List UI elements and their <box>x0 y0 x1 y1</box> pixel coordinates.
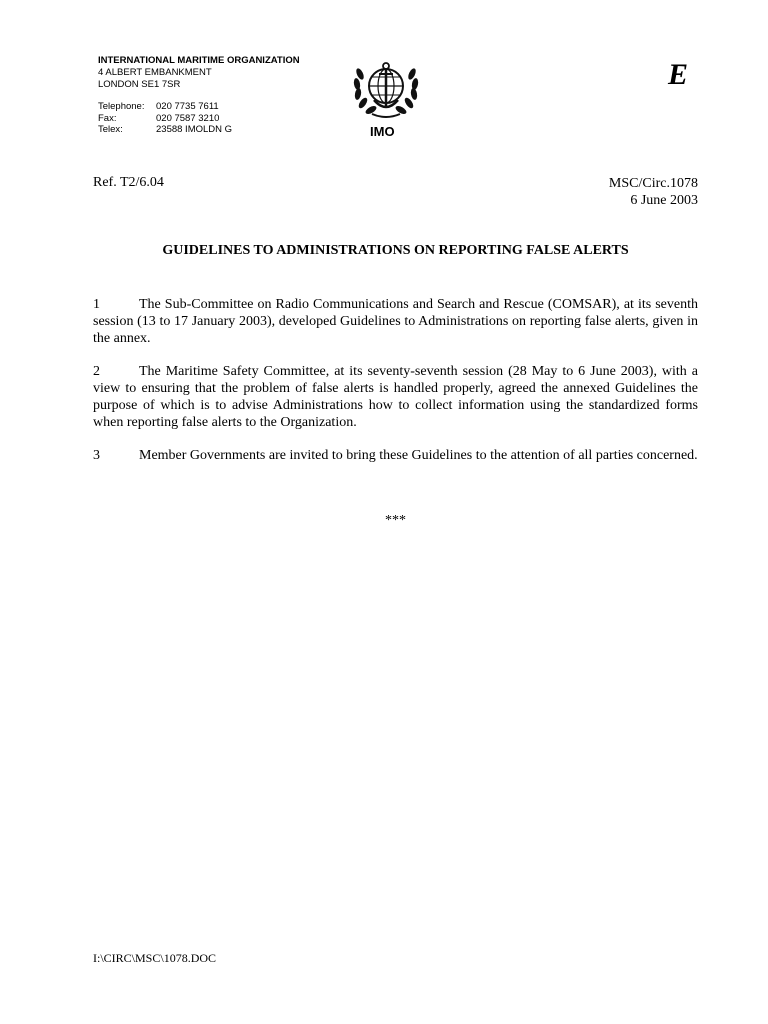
contact-label: Fax: <box>98 112 117 124</box>
paragraph-3 <box>93 447 698 464</box>
address-line-1: 4 ALBERT EMBANKMENT <box>98 67 212 78</box>
contact-value: 020 7587 3210 <box>156 112 220 124</box>
organization-name: INTERNATIONAL MARITIME ORGANIZATION <box>98 55 300 66</box>
paragraph-text: The Maritime Safety Committee, at its seventy-seventh session (28 May to 6 June 2003), with a view to ensuring that the problem of false alerts is handled properly, agreed the annexed Guidelines the purpose of which is to advise Administrations how to collect information using the standardized forms when reporting false alerts to the Organization. <box>93 364 698 430</box>
address-line-2: LONDON SE1 7SR <box>98 79 181 90</box>
contact-row-telex <box>98 124 232 136</box>
organization-block <box>98 55 300 91</box>
contact-label: Telephone: <box>98 101 145 112</box>
contact-row-telephone <box>98 101 232 113</box>
footer-file-path: I:\CIRC\MSC\1078.DOC <box>93 951 217 965</box>
imo-emblem-icon <box>348 56 424 120</box>
section-separator: *** <box>385 513 406 528</box>
imo-label: IMO <box>370 124 395 139</box>
circular-date: 6 June 2003 <box>630 193 698 208</box>
paragraph-number: 2 <box>93 364 100 379</box>
contact-details <box>98 101 232 136</box>
reference-number: Ref. T2/6.04 <box>93 175 164 190</box>
paragraph-text: The Sub-Committee on Radio Communications and Search and Rescue (COMSAR), at its seventh session (13 to 17 January 2003), developed Guidelines to Administrations on reporting false alerts, given in the annex. <box>93 297 698 346</box>
contact-label: Telex: <box>98 124 123 135</box>
contact-value: 020 7735 7611 <box>156 101 219 112</box>
document-title: GUIDELINES TO ADMINISTRATIONS ON REPORTING FALSE ALERTS <box>162 243 629 258</box>
paragraph-2 <box>93 363 698 431</box>
contact-row-fax <box>98 113 232 125</box>
language-indicator: E <box>668 58 689 91</box>
circular-block <box>609 175 698 209</box>
paragraph-number: 1 <box>93 297 100 312</box>
paragraph-text: Member Governments are invited to bring these Guidelines to the attention of all parties concerned. <box>139 448 698 463</box>
paragraph-number: 3 <box>93 448 100 463</box>
paragraph-1 <box>93 296 698 347</box>
circular-number: MSC/Circ.1078 <box>608 176 698 191</box>
contact-value: 23588 IMOLDN G <box>156 124 233 135</box>
